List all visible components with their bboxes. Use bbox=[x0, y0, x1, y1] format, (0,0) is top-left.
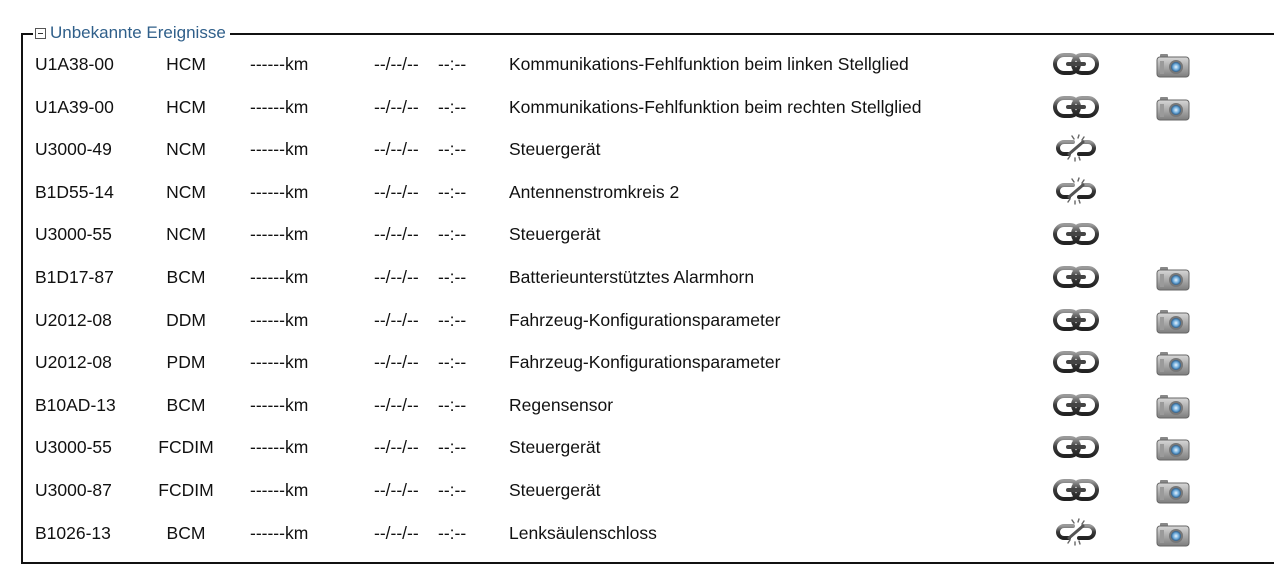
event-description: Steuergerät bbox=[509, 437, 601, 458]
event-module: BCM bbox=[166, 394, 206, 415]
chain-icon bbox=[1053, 393, 1099, 417]
event-row[interactable] bbox=[0, 213, 1274, 255]
event-time: --:-- bbox=[438, 480, 467, 500]
event-mileage: ------km bbox=[250, 96, 309, 117]
camera-icon[interactable] bbox=[1156, 434, 1190, 461]
event-code: U3000-55 bbox=[35, 437, 112, 458]
event-mileage: ------km bbox=[250, 139, 309, 160]
broken-chain-icon bbox=[1053, 521, 1099, 545]
event-row[interactable] bbox=[0, 256, 1274, 298]
event-description: Fahrzeug-Konfigurationsparameter bbox=[509, 352, 781, 373]
event-date: --/--/-- bbox=[374, 522, 419, 543]
section-title: Unbekannte Ereignisse bbox=[50, 23, 226, 42]
broken-chain-icon bbox=[1053, 180, 1099, 204]
event-mileage: ------km bbox=[250, 437, 309, 458]
camera-icon[interactable] bbox=[1156, 307, 1190, 334]
event-mileage: ------km bbox=[250, 480, 309, 500]
event-row[interactable] bbox=[0, 512, 1274, 554]
event-time: --:-- bbox=[438, 267, 467, 287]
camera-icon[interactable] bbox=[1156, 520, 1190, 547]
event-module: FCDIM bbox=[158, 480, 214, 500]
broken-chain-icon bbox=[1053, 137, 1099, 161]
event-date: --/--/-- bbox=[374, 181, 419, 202]
event-date: --/--/-- bbox=[374, 437, 419, 458]
event-mileage: ------km bbox=[250, 267, 309, 287]
event-date: --/--/-- bbox=[374, 54, 419, 74]
chain-icon bbox=[1053, 478, 1099, 502]
event-code: B1026-13 bbox=[35, 522, 111, 543]
camera-icon[interactable] bbox=[1156, 392, 1190, 419]
event-date: --/--/-- bbox=[374, 224, 419, 245]
event-module: HCM bbox=[166, 96, 206, 117]
event-time: --:-- bbox=[438, 522, 467, 543]
event-row[interactable] bbox=[0, 171, 1274, 213]
event-time: --:-- bbox=[438, 139, 467, 160]
event-row[interactable] bbox=[0, 384, 1274, 426]
event-time: --:-- bbox=[438, 181, 467, 202]
event-row[interactable] bbox=[0, 86, 1274, 128]
camera-icon[interactable] bbox=[1156, 349, 1190, 376]
event-module: DDM bbox=[166, 309, 206, 330]
event-row[interactable] bbox=[0, 299, 1274, 341]
event-mileage: ------km bbox=[250, 394, 309, 415]
event-code: U3000-49 bbox=[35, 139, 112, 160]
event-description: Batterieunterstütztes Alarmhorn bbox=[509, 267, 755, 287]
event-date: --/--/-- bbox=[374, 352, 419, 373]
chain-icon bbox=[1053, 52, 1099, 76]
event-module: FCDIM bbox=[158, 437, 214, 458]
section-legend bbox=[33, 22, 230, 44]
event-code: B1D17-87 bbox=[35, 267, 114, 287]
event-code: U3000-87 bbox=[35, 480, 112, 500]
event-description: Antennenstromkreis 2 bbox=[509, 181, 680, 202]
chain-icon bbox=[1053, 265, 1099, 289]
event-description: Steuergerät bbox=[509, 224, 601, 245]
event-description: Kommunikations-Fehlfunktion beim linken Stellglied bbox=[509, 54, 909, 74]
camera-icon[interactable] bbox=[1156, 94, 1190, 121]
event-description: Kommunikations-Fehlfunktion beim rechten Stellglied bbox=[509, 96, 922, 117]
event-code: U2012-08 bbox=[35, 352, 112, 373]
event-row[interactable] bbox=[0, 43, 1274, 85]
event-date: --/--/-- bbox=[374, 394, 419, 415]
event-module: NCM bbox=[166, 224, 206, 245]
camera-icon[interactable] bbox=[1156, 264, 1190, 291]
event-description: Steuergerät bbox=[509, 139, 601, 160]
event-date: --/--/-- bbox=[374, 139, 419, 160]
event-time: --:-- bbox=[438, 309, 467, 330]
event-time: --:-- bbox=[438, 224, 467, 245]
event-time: --:-- bbox=[438, 352, 467, 373]
event-module: NCM bbox=[166, 181, 206, 202]
event-code: U2012-08 bbox=[35, 309, 112, 330]
event-module: NCM bbox=[166, 139, 206, 160]
event-row[interactable] bbox=[0, 469, 1274, 511]
event-mileage: ------km bbox=[250, 522, 309, 543]
event-description: Steuergerät bbox=[509, 480, 601, 500]
camera-icon[interactable] bbox=[1156, 477, 1190, 504]
event-code: U1A38-00 bbox=[35, 54, 114, 74]
event-date: --/--/-- bbox=[374, 309, 419, 330]
event-mileage: ------km bbox=[250, 352, 309, 373]
event-mileage: ------km bbox=[250, 54, 309, 74]
camera-icon[interactable] bbox=[1156, 51, 1190, 78]
chain-icon bbox=[1053, 222, 1099, 246]
chain-icon bbox=[1053, 95, 1099, 119]
event-mileage: ------km bbox=[250, 181, 309, 202]
event-mileage: ------km bbox=[250, 309, 309, 330]
chain-icon bbox=[1053, 350, 1099, 374]
event-date: --/--/-- bbox=[374, 480, 419, 500]
event-code: B1D55-14 bbox=[35, 181, 114, 202]
event-module: BCM bbox=[166, 267, 206, 287]
event-time: --:-- bbox=[438, 394, 467, 415]
event-module: BCM bbox=[166, 522, 206, 543]
collapse-toggle-icon[interactable] bbox=[35, 28, 46, 39]
event-time: --:-- bbox=[438, 54, 467, 74]
event-row[interactable] bbox=[0, 341, 1274, 383]
event-description: Regensensor bbox=[509, 394, 614, 415]
event-code: U3000-55 bbox=[35, 224, 112, 245]
event-time: --:-- bbox=[438, 96, 467, 117]
event-row[interactable] bbox=[0, 128, 1274, 170]
chain-icon bbox=[1053, 308, 1099, 332]
event-date: --/--/-- bbox=[374, 96, 419, 117]
chain-icon bbox=[1053, 435, 1099, 459]
event-code: B10AD-13 bbox=[35, 394, 116, 415]
event-date: --/--/-- bbox=[374, 267, 419, 287]
event-description: Lenksäulenschloss bbox=[509, 522, 657, 543]
event-module: PDM bbox=[166, 352, 206, 373]
event-module: HCM bbox=[166, 54, 206, 74]
event-mileage: ------km bbox=[250, 224, 309, 245]
event-code: U1A39-00 bbox=[35, 96, 114, 117]
event-time: --:-- bbox=[438, 437, 467, 458]
event-description: Fahrzeug-Konfigurationsparameter bbox=[509, 309, 781, 330]
event-row[interactable] bbox=[0, 426, 1274, 468]
